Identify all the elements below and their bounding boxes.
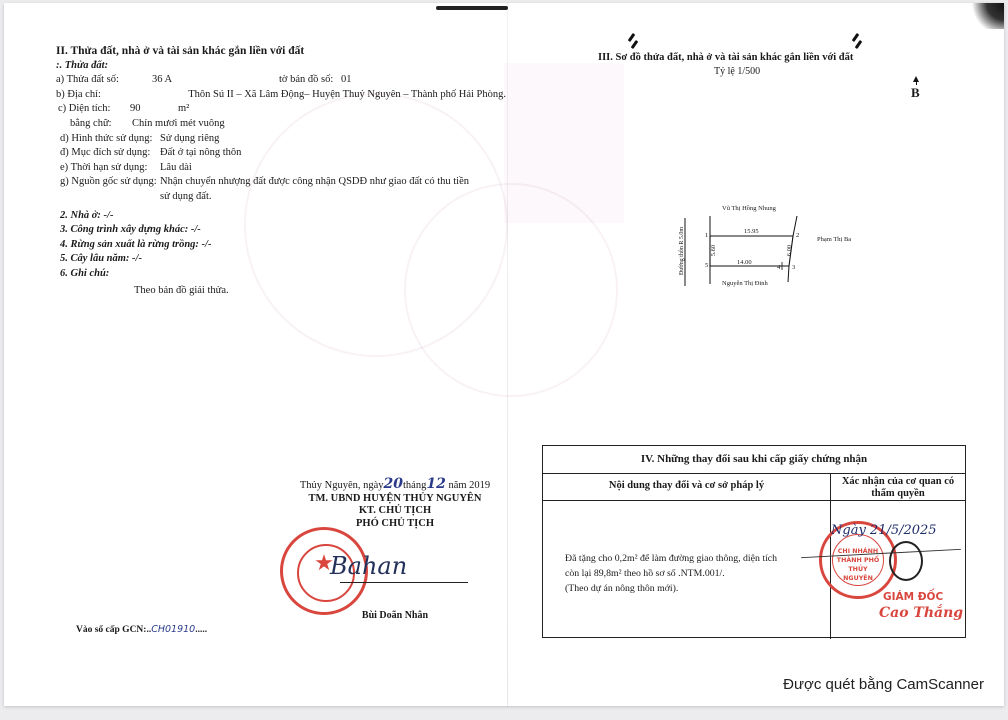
north-neighbor: Vũ Thị Hồng Nhung [722,205,776,212]
item-house: 2. Nhà ở: -/- [60,209,114,221]
field-usage-form: d) Hình thức sử dụng: Sử dụng riêng [60,132,220,144]
bottom-edge-length: 14.00 [737,259,752,266]
scan-artifact [855,40,863,49]
confirmation-date: Ngày 21/5/2025 [831,523,937,538]
land-info-section [56,44,506,298]
field-usage-purpose: đ) Mục đích sử dụng: Đất ở tại nông thôn [60,147,242,159]
signer-role: GIÁM ĐỐC [883,591,944,603]
east-neighbor: Phạm Thị Ba [817,236,852,243]
scan-corner-shadow [970,3,1004,29]
issuing-org: TM. UBND HUYỆN THỦY NGUYÊN [308,492,482,504]
changes-table-title: IV. Những thay đổi sau khi cấp giấy chứng nhận [543,446,965,474]
item-perennial-trees: 5. Cây lâu năm: -/- [60,253,142,265]
change-content: Đã tặng cho 0,2m² để làm đường giao thông, diện tích còn lại 89,8m² theo hồ sơ số .NTM.001/. (Theo dự án nông thôn mới). [543,501,831,639]
scan-artifact [436,6,508,10]
right-edge-length: 6.00 [786,244,794,257]
signer-name: Bùi Doãn Nhân [361,610,429,621]
camscanner-watermark: Được quét bằng CamScanner [783,676,984,693]
changes-table-header [543,474,965,501]
field-address: b) Địa chỉ: Thôn Sú II – Xã Lâm Động– Huyện Thuỷ Nguyên – Thành phố Hải Phòng. [56,88,506,100]
diagram-section-title: III. Sơ đồ thửa đất, nhà ở và tài sản khác gắn liền với đất [598,52,854,63]
field-area: c) Diện tích: 90 m² [58,103,190,115]
field-parcel-number: a) Thửa đất số: 36 A tờ bản đồ số: 01 [56,74,352,86]
col-header-content: Nội dung thay đổi và cơ sở pháp lý [543,474,831,500]
top-edge-length: 15.95 [744,228,759,235]
changes-table-row [543,501,965,639]
item-notes: 6. Ghi chú: [60,267,110,279]
signer-role-1: KT. CHỦ TỊCH [358,505,432,516]
point-label: 2 [796,232,800,239]
signature-line [340,582,468,583]
handwritten-signature [889,541,923,581]
subsection-title: :. Thửa đất: [56,59,109,71]
left-edge-length: 5.60 [710,244,718,257]
diagram-scale: Tỷ lệ 1/500 [714,66,761,77]
point-label: 1 [705,232,709,239]
point-label: 3 [792,264,796,271]
ownership-items [56,209,506,299]
point-label: 4 [777,264,781,271]
star-icon: ★ [314,550,334,575]
item-other-construction: 3. Công trình xây dựng khác: -/- [60,224,201,236]
section-title: II. Thửa đất, nhà ở và tài sản khác gắn liền với đất [56,45,305,57]
parcel-diagram [680,196,880,296]
field-usage-origin-cont: sử dụng đất. [160,190,212,202]
handwritten-signature: Bahan [330,552,408,580]
item-planted-forest: 4. Rừng sản xuất là rừng trồng: -/- [60,238,212,250]
change-confirmation [831,501,965,639]
place-date: Thủy Nguyên, ngày20tháng12 năm 2019 [299,476,491,492]
west-road: Đường thôn R 5.0m [679,226,686,276]
field-usage-term: e) Thời hạn sử dụng: Lâu dài [60,161,192,173]
changes-table [542,445,966,638]
field-area-words: bằng chữ: Chín mươi mét vuông [70,117,225,129]
scan-artifact [631,40,639,49]
col-header-confirmation: Xác nhận của cơ quan có thẩm quyền [841,476,955,499]
field-usage-origin: g) Nguồn gốc sử dụng: Nhận chuyển nhượng đất được công nhận QSDĐ như giao đất có thu tiền [60,176,469,188]
branch-red-seal: CHI NHÁNH THÀNH PHỐ THỦY NGUYÊN [819,521,897,599]
background-pattern [504,63,624,223]
signer-name: Cao Thắng [879,605,964,621]
notes-text: Theo bản đồ giải thửa. [134,284,229,296]
point-label: 5 [705,262,709,269]
south-neighbor: Nguyễn Thị Đinh [722,280,768,287]
signer-role-2: PHÓ CHỦ TỊCH [356,517,434,529]
gcn-registration: Vào sổ cấp GCN:..CH01910..... [76,624,208,635]
north-arrow-icon: B [916,78,917,100]
